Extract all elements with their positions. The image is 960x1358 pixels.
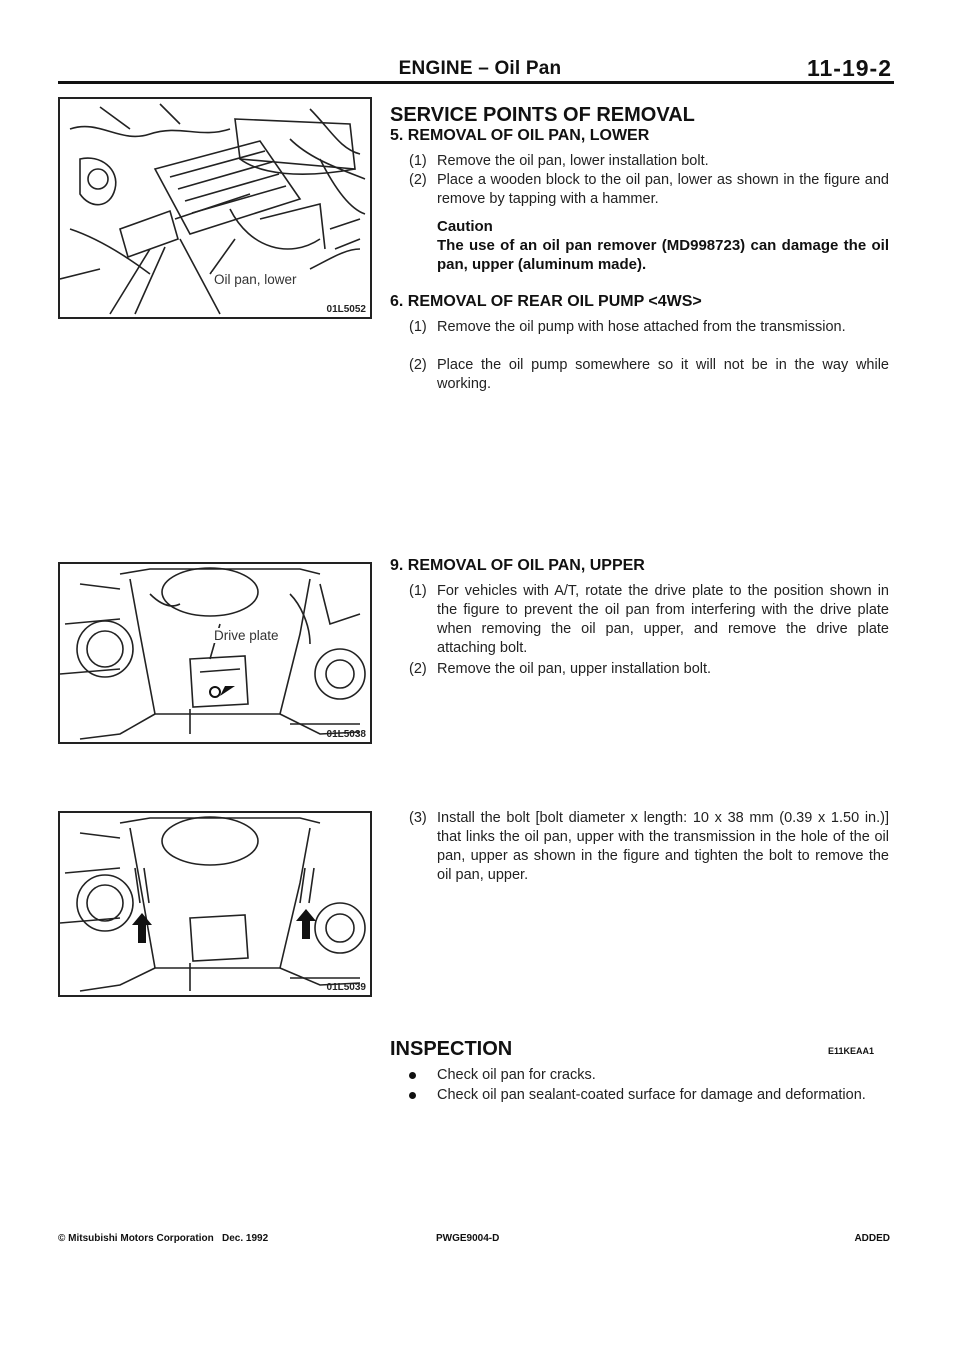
figure-label-drive-plate: Drive plate [214,628,279,643]
step9-heading: 9. REMOVAL OF OIL PAN, UPPER [390,557,645,574]
step9-item-1: (1) For vehicles with A/T, rotate the drive plate to the position shown in the figure to prevent the oil pan from interfering with the drive plate when removing the oil pan, upper, and remove the drive plate attaching bolt. [409,583,889,656]
step9-item-2: (2) Remove the oil pan, upper installation bolt. [409,661,712,677]
figure-bolt-install [58,811,372,997]
footer-status: ADDED [854,1233,890,1244]
step5-item-2: (2) Place a wooden block to the oil pan, lower as shown in the figure and remove by tapping with a hammer. [409,172,889,207]
drive-plate-illustration [60,564,370,742]
step5-item-1: (1) Remove the oil pan, lower installation bolt. [409,153,709,169]
caution-title: Caution [437,218,493,235]
footer-copyright: © Mitsubishi Motors Corporation Dec. 1992 [58,1233,269,1244]
figure-code: 01L5052 [326,304,366,315]
page-number: 11-19-2 [806,55,892,81]
step6-item-1: (1) Remove the oil pump with hose attached from the transmission. [409,319,846,335]
figure-code: 01L5039 [326,982,366,993]
step6-heading: 6. REMOVAL OF REAR OIL PUMP <4WS> [390,293,702,310]
header-rule [58,81,894,84]
step5-heading: 5. REMOVAL OF OIL PAN, LOWER [390,127,650,144]
figure-code: 01L5038 [326,729,366,740]
figure-oil-pan-lower [58,97,372,319]
caution-text: The use of an oil pan remover (MD998723) can damage the oil pan, upper (aluminum made). [437,237,889,273]
inspection-title: INSPECTION [390,1038,513,1060]
inspection-bullet-2: Check oil pan sealant-coated surface for damage and deformation. [409,1086,889,1124]
step6-item-2: (2) Place the oil pump somewhere so it will not be in the way while working. [409,357,889,392]
figure-drive-plate [58,562,372,744]
inspection-code: E11KEAA1 [828,1046,875,1056]
bullet-icon [409,1092,416,1099]
figure-label-oil-pan-lower: Oil pan, lower [214,272,297,287]
inspection-bullet-1: Check oil pan for cracks. [409,1066,889,1085]
section-title: SERVICE POINTS OF REMOVAL [390,104,695,126]
page-title: ENGINE – Oil Pan [398,58,562,79]
step9-item-3: (3) Install the bolt [bolt diameter x length: 10 x 38 mm (0.39 x 1.50 in.)] that links the oil pan, upper with the transmission in the hole of the oil pan, upper as shown in the figure and tighten the bolt to remove the oil pan, upper. [409,810,889,883]
bolt-install-illustration [60,813,370,995]
bullet-icon [409,1072,416,1079]
footer-doc-code: PWGE9004-D [436,1233,500,1244]
